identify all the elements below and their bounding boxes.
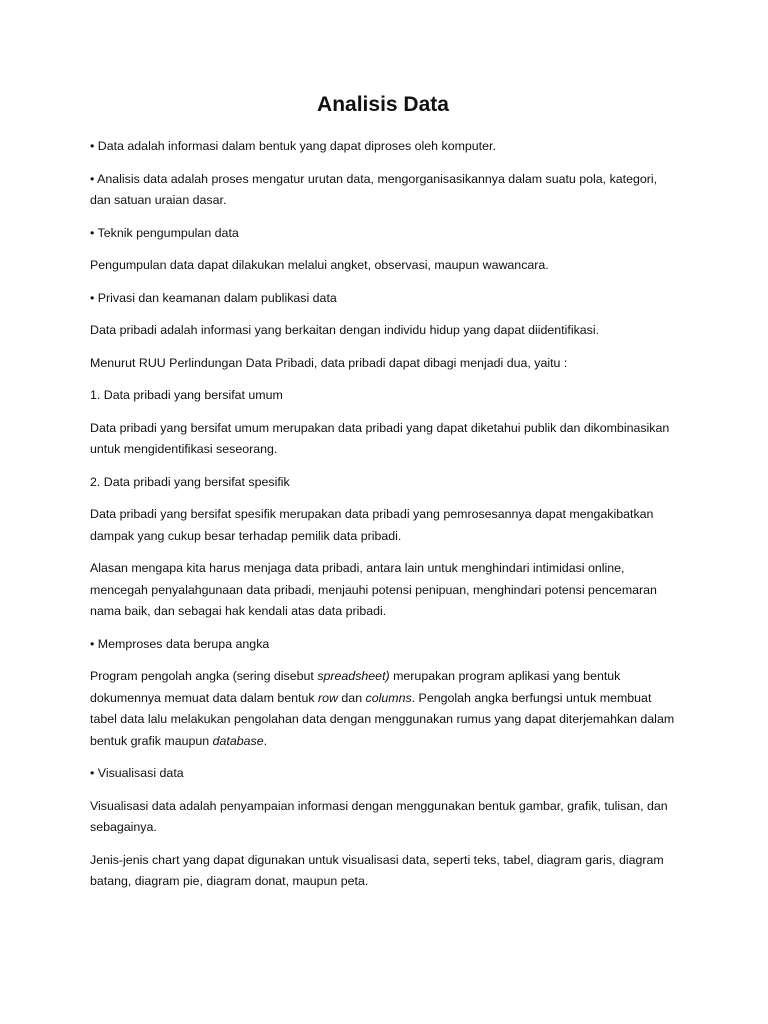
spreadsheet-text-3: dan bbox=[337, 690, 366, 705]
spreadsheet-text-5: . bbox=[263, 733, 268, 748]
bullet-privacy-heading: • Privasi dan keamanan dalam publikasi data bbox=[90, 290, 337, 305]
row-term: row bbox=[318, 690, 338, 705]
chart-types-paragraph: Jenis-jenis chart yang dapat digunakan untuk visualisasi data, seperti teks, tabel, diagram garis, diagram batang, diagram pie, diagram donat, maupun peta. bbox=[90, 852, 664, 888]
spreadsheet-term: spreadsheet) bbox=[317, 669, 390, 683]
specific-data-paragraph: Data pribadi yang bersifat spesifik merupakan data pribadi yang pemrosesannya dapat mengakibatkan dampak yang cukup besar terhadap pemilik data pribadi. bbox=[90, 507, 654, 543]
bullet-number-processing-heading: • Memproses data berupa angka bbox=[90, 636, 270, 651]
spreadsheet-text-4: . Pengolah angka berfungsi untuk membuat tabel data lalu melakukan pengolahan data dengan menggunakan rumus yang dapat diterjemahkan dalam bentuk grafik maupun bbox=[90, 690, 675, 748]
spreadsheet-paragraph bbox=[90, 666, 676, 752]
collection-paragraph: Pengumpulan data dapat dilakukan melalui angket, observasi, maupun wawancara. bbox=[90, 258, 549, 272]
bullet-visualization-heading: • Visualisasi data bbox=[90, 766, 184, 780]
visualization-paragraph: Visualisasi data adalah penyampaian informasi dengan menggunakan bentuk gambar, grafik, tulisan, dan sebagainya. bbox=[90, 798, 668, 834]
general-data-heading: 1. Data pribadi yang bersifat umum bbox=[90, 388, 283, 402]
bullet-definition: • Data adalah informasi dalam bentuk yang dapat diproses oleh komputer. bbox=[90, 139, 496, 153]
spreadsheet-text-1: Program pengolah angka (sering disebut bbox=[90, 669, 318, 683]
spreadsheet-text-2: merupakan program aplikasi yang bentuk dokumennya memuat data dalam bentuk bbox=[90, 669, 621, 705]
specific-data-heading: 2. Data pribadi yang bersifat spesifik bbox=[90, 474, 290, 489]
bullet-collection-heading: • Teknik pengumpulan data bbox=[90, 225, 239, 240]
document-title: Analisis Data bbox=[317, 93, 449, 116]
general-data-paragraph: Data pribadi yang bersifat umum merupakan data pribadi yang dapat diketahui publik dan dikombinasikan untuk mengidentifikasi seseorang. bbox=[90, 420, 670, 456]
columns-term: columns bbox=[365, 690, 412, 705]
bullet-analysis: • Analisis data adalah proses mengatur urutan data, mengorganisasikannya dalam suatu pola, kategori, dan satuan uraian dasar. bbox=[90, 171, 658, 207]
privacy-law-paragraph: Menurut RUU Perlindungan Data Pribadi, data pribadi dapat dibagi menjadi dua, yaitu : bbox=[90, 355, 568, 370]
privacy-definition: Data pribadi adalah informasi yang berkaitan dengan individu hidup yang dapat diidentifikasi. bbox=[90, 323, 600, 337]
privacy-reasons-paragraph: Alasan mengapa kita harus menjaga data pribadi, antara lain untuk menghindari intimidasi online, mencegah penyalahgunaan data pribadi, menjauhi potensi penipuan, menghindari potensi pencemaran nama baik, dan sebagai hak kendali atas data pribadi. bbox=[90, 561, 657, 618]
database-term: database bbox=[212, 733, 264, 748]
document-body bbox=[90, 92, 676, 904]
